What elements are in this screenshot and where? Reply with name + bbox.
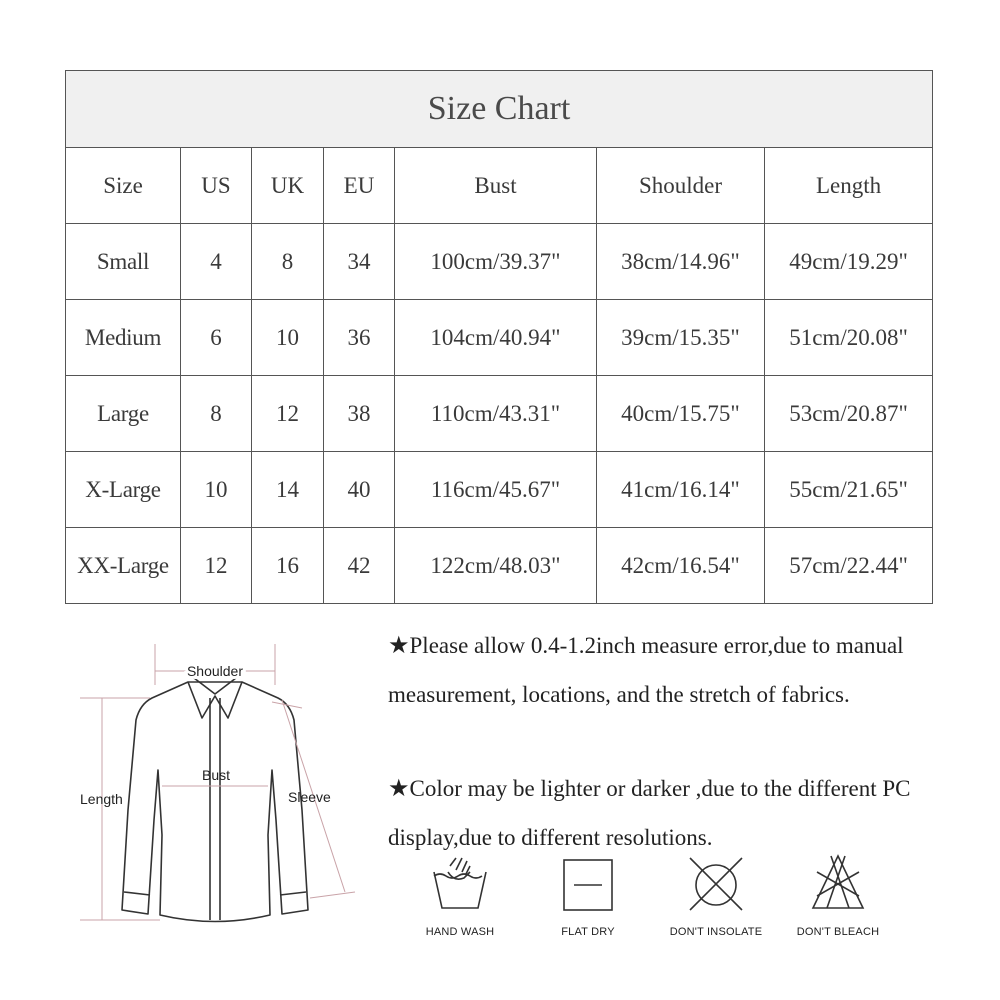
size-chart-table	[65, 70, 933, 604]
cell-us: 10	[181, 452, 252, 528]
cell-eu: 36	[324, 300, 395, 376]
hand-wash-label: HAND WASH	[425, 926, 495, 938]
shirt-outline-icon	[122, 678, 308, 922]
cell-uk: 12	[252, 376, 324, 452]
cell-bust: 100cm/39.37"	[395, 224, 597, 300]
dont-insolate-label: DON'T INSOLATE	[669, 926, 763, 938]
sleeve-label: Sleeve	[288, 789, 331, 805]
cell-bust: 110cm/43.31"	[395, 376, 597, 452]
flat-dry-label: FLAT DRY	[561, 926, 615, 938]
shirt-measurement-diagram	[70, 630, 370, 930]
cell-uk: 8	[252, 224, 324, 300]
hand-wash-icon	[430, 852, 490, 914]
care-hand-wash	[400, 852, 520, 938]
measure-error-text: Please allow 0.4-1.2inch measure error,due to manual measurement, locations, and the stretch of fabrics.	[388, 633, 904, 707]
cell-us: 6	[181, 300, 252, 376]
star-icon: ★	[388, 633, 410, 659]
table-row	[66, 376, 933, 452]
cell-bust: 104cm/40.94"	[395, 300, 597, 376]
cell-uk: 14	[252, 452, 324, 528]
cell-shoulder: 40cm/15.75"	[597, 376, 765, 452]
table-row	[66, 452, 933, 528]
bust-label: Bust	[201, 767, 231, 783]
cell-shoulder: 39cm/15.35"	[597, 300, 765, 376]
cell-eu: 40	[324, 452, 395, 528]
cell-length: 55cm/21.65"	[765, 452, 933, 528]
dont-bleach-icon	[807, 852, 869, 914]
color-note	[388, 765, 948, 861]
cell-uk: 10	[252, 300, 324, 376]
cell-length: 49cm/19.29"	[765, 224, 933, 300]
cell-length: 53cm/20.87"	[765, 376, 933, 452]
size-chart-title: Size Chart	[66, 71, 933, 148]
dont-insolate-icon	[685, 852, 747, 914]
table-row	[66, 300, 933, 376]
cell-eu: 42	[324, 528, 395, 604]
color-note-text: Color may be lighter or darker ,due to the different PC display,due to different resolutions.	[388, 776, 911, 850]
cell-eu: 34	[324, 224, 395, 300]
cell-uk: 16	[252, 528, 324, 604]
header-uk: UK	[252, 148, 324, 224]
cell-us: 8	[181, 376, 252, 452]
table-header-row	[66, 148, 933, 224]
cell-length: 57cm/22.44"	[765, 528, 933, 604]
cell-eu: 38	[324, 376, 395, 452]
cell-shoulder: 38cm/14.96"	[597, 224, 765, 300]
cell-us: 4	[181, 224, 252, 300]
cell-length: 51cm/20.08"	[765, 300, 933, 376]
dont-bleach-label: DON'T BLEACH	[796, 926, 880, 938]
header-eu: EU	[324, 148, 395, 224]
measure-error-note	[388, 622, 948, 718]
cell-bust: 116cm/45.67"	[395, 452, 597, 528]
cell-us: 12	[181, 528, 252, 604]
table-row	[66, 224, 933, 300]
header-us: US	[181, 148, 252, 224]
table-row	[66, 528, 933, 604]
cell-size: Large	[66, 376, 181, 452]
cell-shoulder: 42cm/16.54"	[597, 528, 765, 604]
care-dont-insolate	[656, 852, 776, 938]
length-label: Length	[80, 791, 123, 807]
header-bust: Bust	[395, 148, 597, 224]
care-dont-bleach	[778, 852, 898, 938]
shoulder-label: Shoulder	[186, 663, 244, 679]
header-size: Size	[66, 148, 181, 224]
header-shoulder: Shoulder	[597, 148, 765, 224]
cell-size: Medium	[66, 300, 181, 376]
cell-shoulder: 41cm/16.14"	[597, 452, 765, 528]
header-length: Length	[765, 148, 933, 224]
cell-size: Small	[66, 224, 181, 300]
cell-size: X-Large	[66, 452, 181, 528]
care-flat-dry	[528, 852, 648, 938]
flat-dry-icon	[558, 852, 618, 914]
star-icon: ★	[388, 776, 410, 802]
cell-size: XX-Large	[66, 528, 181, 604]
cell-bust: 122cm/48.03"	[395, 528, 597, 604]
